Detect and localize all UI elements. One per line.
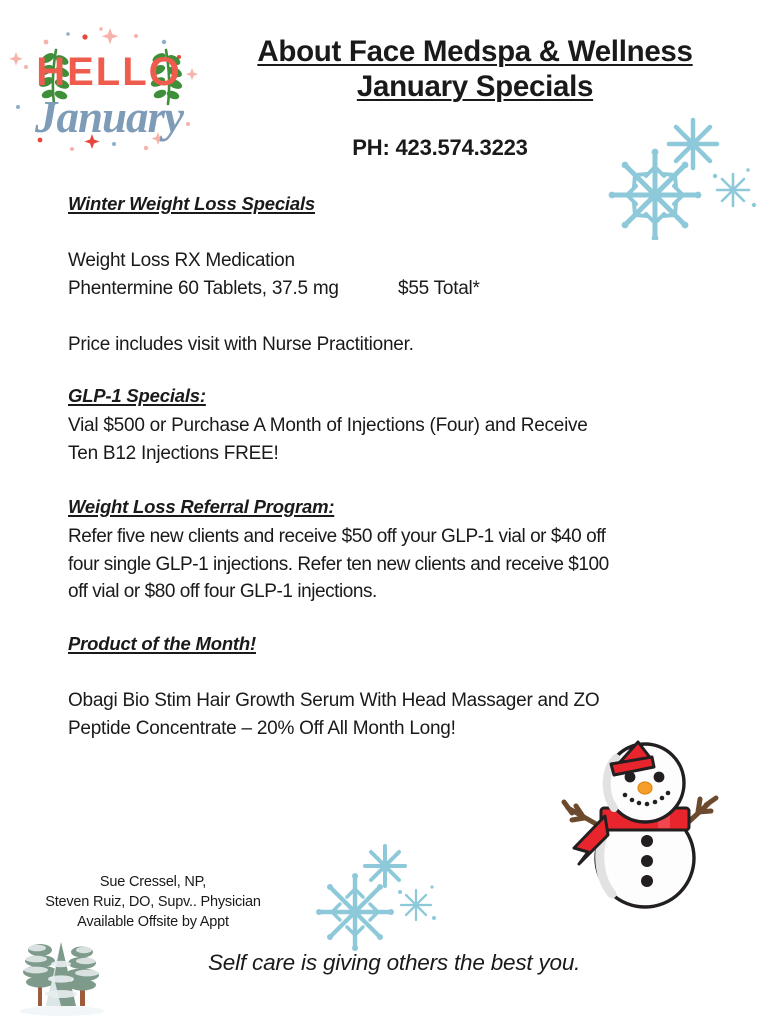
- winter-heading: Winter Weight Loss Specials: [68, 193, 315, 214]
- section-winter-specials: [68, 193, 315, 215]
- snowflake-starburst-small-2: [365, 846, 405, 886]
- winter-price-row: [68, 275, 668, 303]
- glp1-body: [68, 412, 708, 467]
- winter-line-2-right: $55 Total*: [398, 277, 480, 299]
- tagline: Self care is giving others the best you.: [208, 950, 581, 975]
- product-body: [68, 687, 708, 742]
- snowflake-main-2: [316, 873, 394, 951]
- snowy-pine-trees-illustration: [14, 934, 110, 1018]
- glp1-line-1: Vial $500 or Purchase A Month of Injections (Four) and Receive: [68, 415, 588, 436]
- snowflake-main: [609, 149, 702, 240]
- referral-line-1: Refer five new clients and receive $50 off your GLP-1 vial or $40 off: [68, 526, 606, 547]
- product-heading: Product of the Month!: [68, 633, 256, 654]
- section-referral: [68, 496, 334, 518]
- referral-line-3: off vial or $80 off four GLP-1 injections.: [68, 581, 377, 602]
- snowflake-starburst-small: [669, 120, 717, 168]
- snowman-buttons: [641, 835, 653, 887]
- referral-line-2: four single GLP-1 injections. Refer ten new clients and receive $100: [68, 553, 609, 575]
- referral-heading: Weight Loss Referral Program:: [68, 496, 335, 517]
- logo-hello-text: HELLO: [36, 50, 182, 94]
- title-line-1: About Face Medspa & Wellness: [257, 35, 693, 68]
- product-line-1: Obagi Bio Stim Hair Growth Serum With Head Massager and ZO: [68, 690, 600, 711]
- credit-line-1: Sue Cressel, NP,: [99, 874, 207, 890]
- page-title: [205, 34, 745, 104]
- glp1-line-2: Ten B12 Injections FREE!: [68, 442, 279, 464]
- winter-line-2-left: Phentermine 60 Tablets, 37.5 mg: [68, 277, 339, 299]
- logo-january-text: January: [34, 92, 184, 142]
- credit-line-3: Available Offsite by Appt: [77, 914, 229, 930]
- winter-line-3: Price includes visit with Nurse Practitioner.: [68, 334, 414, 355]
- winter-body: [68, 247, 668, 302]
- phone-number: PH: 423.574.3223: [352, 135, 528, 160]
- referral-body: [68, 523, 728, 606]
- section-product: [68, 633, 256, 655]
- glp1-heading: GLP-1 Specials:: [68, 385, 206, 406]
- hello-january-logo: [6, 12, 211, 160]
- product-line-2: Peptide Concentrate – 20% Off All Month Long!: [68, 717, 456, 739]
- winter-note: [68, 331, 414, 359]
- snowflake-cluster-bottom: [308, 842, 440, 954]
- title-line-2: January Specials: [356, 70, 594, 103]
- credit-line-2: Steven Ruiz, DO, Supv.. Physician: [45, 894, 261, 910]
- snowflake-cluster-top: [598, 112, 768, 240]
- section-glp1: [68, 385, 206, 407]
- snowman-illustration: [548, 736, 748, 914]
- snowflake-tiny: [717, 174, 749, 206]
- staff-credits: [22, 872, 284, 932]
- winter-line-1: Weight Loss RX Medication: [68, 250, 295, 271]
- snowflake-tiny-2: [401, 890, 431, 920]
